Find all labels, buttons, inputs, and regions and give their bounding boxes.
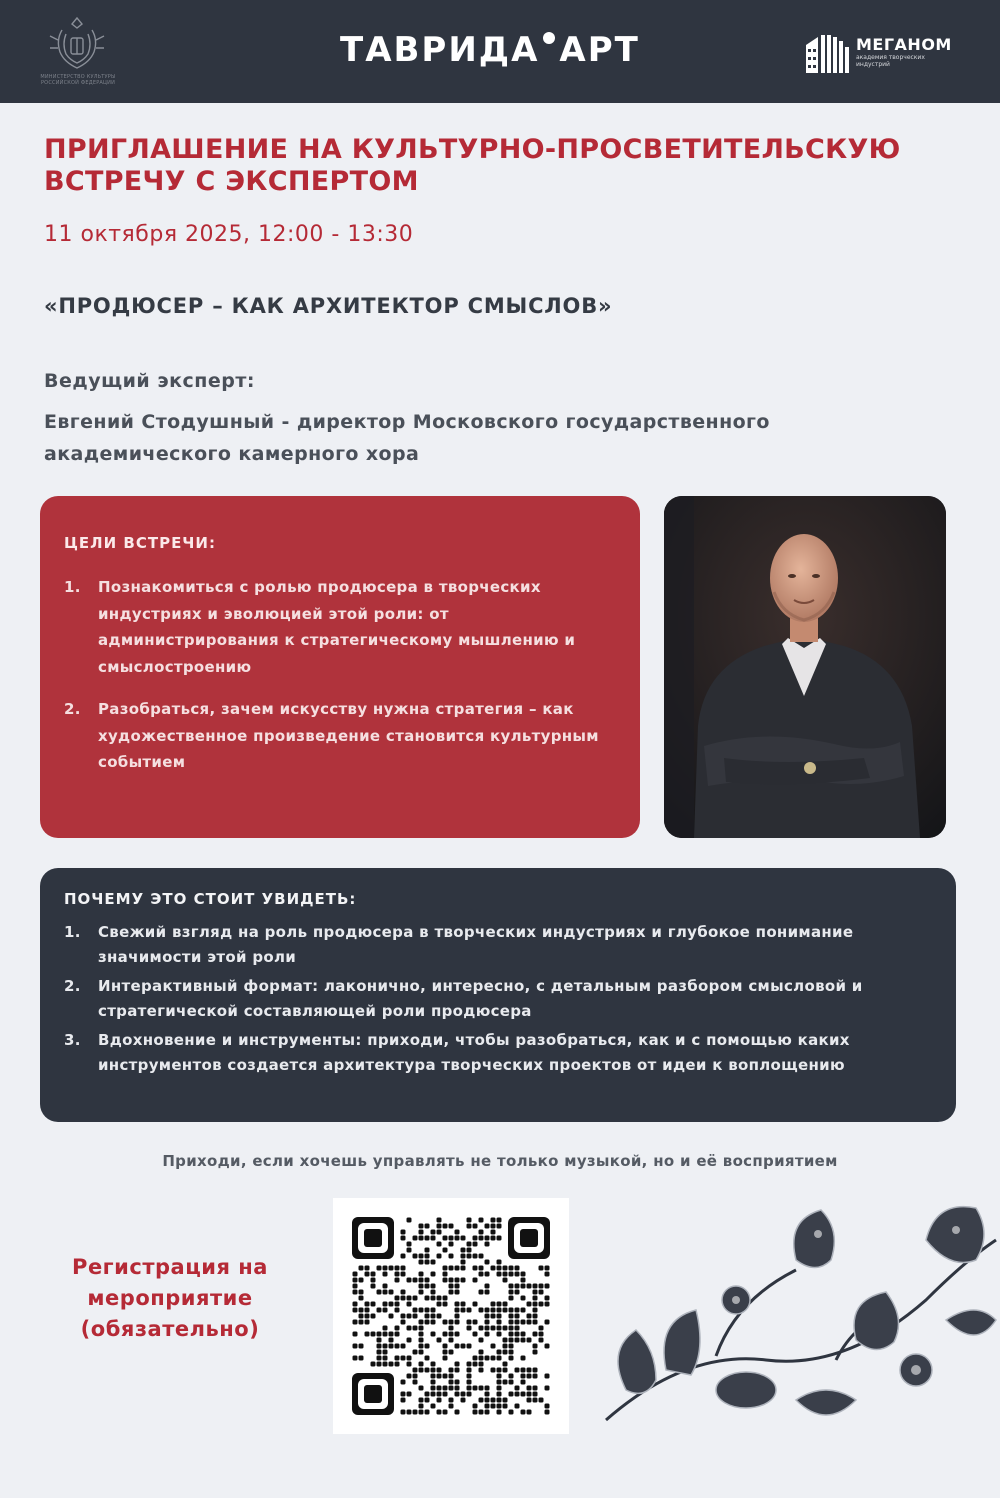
goals-title: ЦЕЛИ ВСТРЕЧИ: (64, 534, 216, 552)
invitation-title: ПРИГЛАШЕНИЕ НА КУЛЬТУРНО-ПРОСВЕТИТЕЛЬСКУЮ ВСТРЕЧУ С ЭКСПЕРТОМ (44, 134, 901, 197)
event-date: 11 октября 2025, 12:00 - 13:30 (44, 222, 414, 247)
list-text: Познакомиться с ролью продюсера в творческих индустриях и эволюцией этой роли: от администрирования к стратегическому мышлению и смыслостроению (98, 578, 576, 676)
list-text: Вдохновение и инструменты: приходи, чтобы разобраться, как и с помощью каких инструментов создается архитектура творческих проектов от идеи к воплощению (98, 1031, 850, 1074)
expert-photo (664, 496, 946, 838)
registration-label: Регистрация на мероприятие (обязательно) (72, 1255, 268, 1341)
list-text: Разобраться, зачем искусству нужна стратегия – как художественное произведение становится культурным событием (98, 700, 599, 771)
brand-right: АРТ (559, 30, 640, 70)
brand-left: ТАВРИДА (340, 30, 540, 70)
list-number: 1. (64, 923, 81, 941)
list-item (64, 974, 944, 1023)
floral-ornament-icon (596, 1200, 1000, 1450)
list-item (64, 920, 944, 969)
list-number: 2. (64, 700, 81, 718)
list-item (64, 696, 624, 776)
list-text: Интерактивный формат: лаконично, интересно, с детальным разбором смысловой и стратегической составляющей роли продюсера (98, 977, 863, 1020)
tavrida-art-logo (340, 30, 640, 70)
expert-description: Евгений Стодушный - директор Московского государственного академического камерного хора (44, 411, 770, 465)
list-item (64, 1028, 944, 1077)
emblem-caption: МИНИСТЕРСТВО КУЛЬТУРЫ РОССИЙСКОЙ ФЕДЕРАЦИИ (40, 74, 116, 86)
meganom-logo (802, 26, 952, 78)
goals-list (64, 574, 624, 792)
expert-label: Ведущий эксперт: (44, 370, 255, 392)
list-number: 2. (64, 977, 81, 995)
list-number: 3. (64, 1031, 81, 1049)
event-name: «ПРОДЮСЕР – КАК АРХИТЕКТОР СМЫСЛОВ» (44, 294, 613, 318)
meganom-building-icon (802, 27, 852, 77)
expert-portrait-image (664, 496, 946, 838)
qr-code-icon (333, 1198, 569, 1434)
list-text: Свежий взгляд на роль продюсера в творческих индустриях и глубокое понимание значимости этой роли (98, 923, 854, 966)
partner-name: МЕГАНОМ (856, 35, 952, 54)
list-item (64, 574, 624, 680)
tagline: Приходи, если хочешь управлять не только музыкой, но и её восприятием (162, 1152, 838, 1170)
registration-qr-code[interactable] (333, 1198, 569, 1434)
why-panel (40, 868, 956, 1122)
partner-subtitle: академия творческих индустрий (856, 54, 925, 68)
why-title: ПОЧЕМУ ЭТО СТОИТ УВИДЕТЬ: (64, 890, 357, 908)
list-number: 1. (64, 578, 81, 596)
header-bar (0, 0, 1000, 103)
brand-dot-icon (543, 32, 555, 44)
why-list (64, 920, 944, 1082)
goals-panel (40, 496, 640, 838)
